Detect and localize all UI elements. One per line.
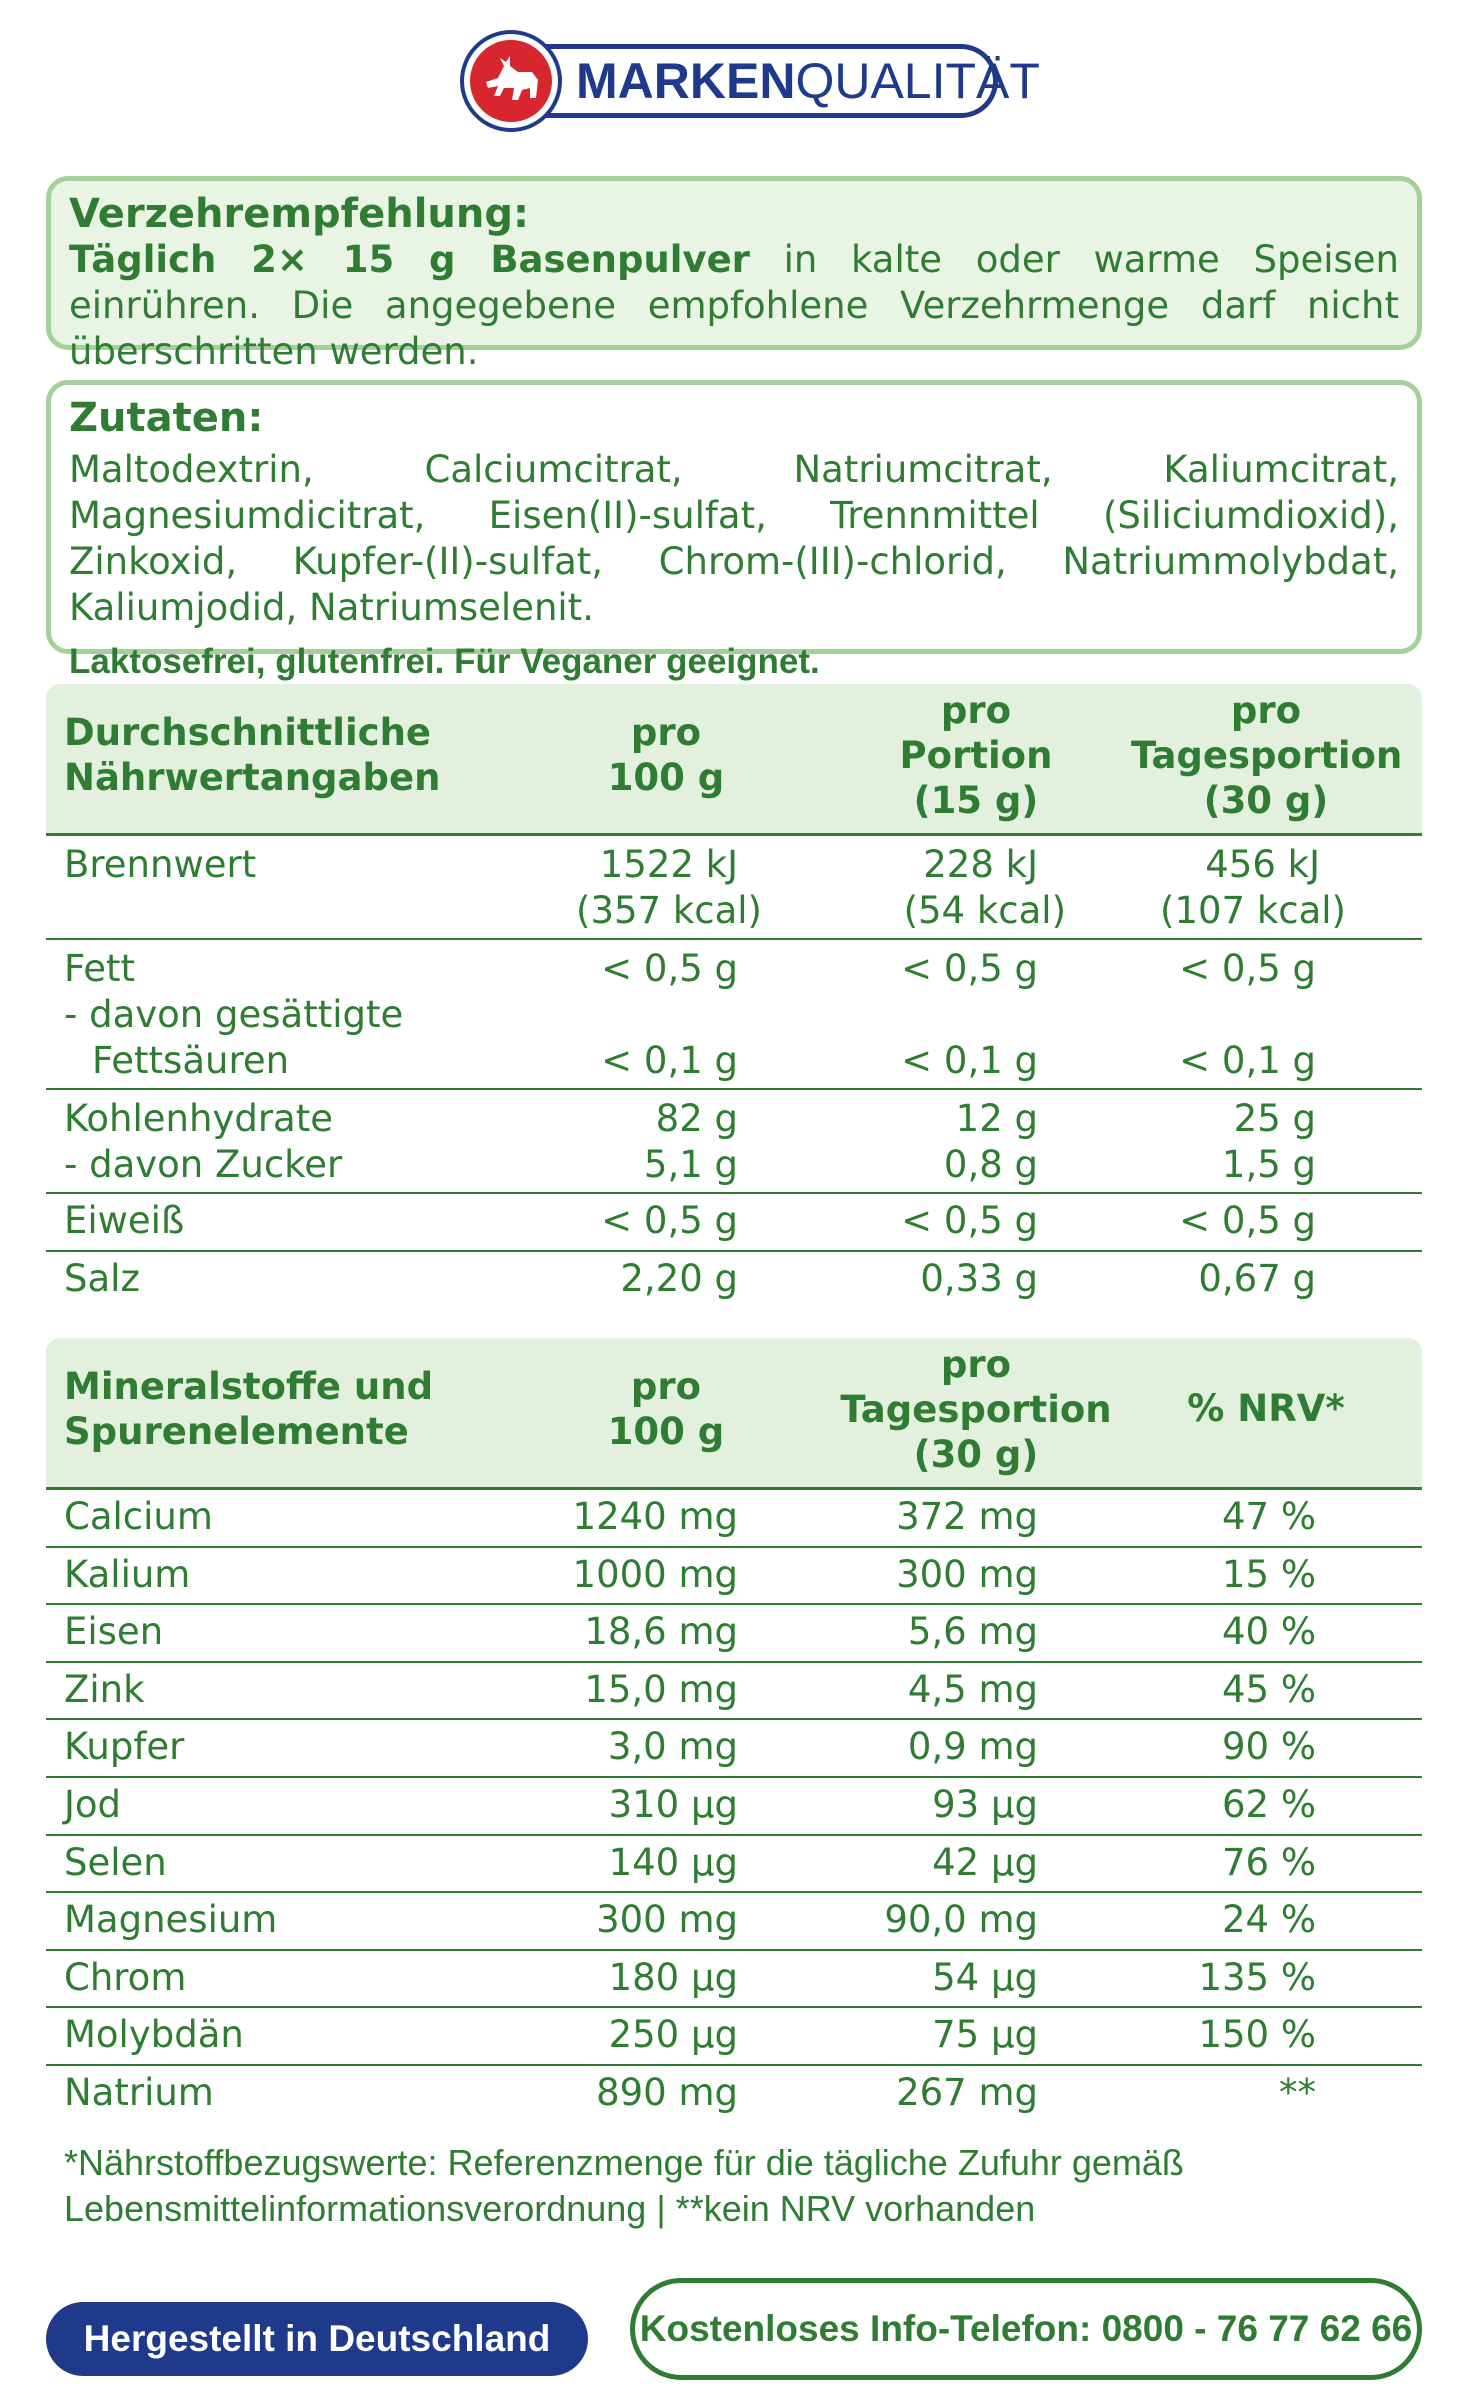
cell-sub-daily: 1,5 g bbox=[1221, 1143, 1316, 1186]
cell-per100: 3,0 mg bbox=[607, 1725, 738, 1769]
footnote-line1: *Nährstoffbezugswerte: Referenzmenge für die tägliche Zufuhr gemäß bbox=[64, 2142, 1184, 2183]
cell-per100: 890 mg bbox=[596, 2070, 738, 2114]
cell-nrv: 24 % bbox=[1222, 1898, 1316, 1942]
cell-sub-portion: 0,8 g bbox=[943, 1143, 1038, 1186]
cell-per100: 300 mg bbox=[596, 1898, 738, 1942]
logo-text bbox=[576, 52, 1040, 110]
row-name: Fett bbox=[64, 947, 136, 990]
cell-per100: < 0,5 g bbox=[601, 947, 738, 990]
cell-daily: 25 g bbox=[1233, 1097, 1316, 1140]
cell-per100: 82 g bbox=[655, 1097, 738, 1140]
cell-sub-portion: < 0,1 g bbox=[901, 1039, 1038, 1082]
table-row bbox=[46, 1836, 1422, 1894]
ingredients-title: Zutaten: bbox=[69, 395, 264, 441]
table-row bbox=[46, 1663, 1422, 1721]
ingredients-note: Laktosefrei, glutenfrei. Für Veganer geeignet. bbox=[69, 642, 820, 681]
table-row bbox=[46, 1490, 1422, 1548]
cell-nrv: 62 % bbox=[1222, 1782, 1316, 1826]
table-row bbox=[46, 2066, 1422, 2124]
cell-sub-per100: 5,1 g bbox=[643, 1143, 738, 1186]
cell-daily: 42 µg bbox=[932, 1840, 1038, 1884]
cell-per100-kcal: (357 kcal) bbox=[576, 889, 762, 932]
minerals-header-per100: pro 100 g bbox=[607, 1365, 725, 1453]
cell-daily: 75 µg bbox=[932, 2013, 1038, 2057]
made-in-germany-badge: Hergestellt in Deutschland bbox=[46, 2302, 588, 2376]
mineral-name: Natrium bbox=[64, 2070, 214, 2114]
cell-portion-kcal: (54 kcal) bbox=[903, 889, 1066, 932]
cell-per100: < 0,5 g bbox=[601, 1199, 738, 1242]
cell-daily: 5,6 mg bbox=[907, 1610, 1038, 1654]
recommendation-bold: Täglich 2× 15 g Basenpulver bbox=[69, 238, 750, 281]
cell-nrv: 76 % bbox=[1222, 1840, 1316, 1884]
mineral-name: Kalium bbox=[64, 1552, 191, 1596]
footnote bbox=[64, 2140, 1184, 2232]
cell-per100: 15,0 mg bbox=[584, 1667, 738, 1711]
info-phone-badge: Kostenloses Info-Telefon: 0800 - 76 77 62 66 bbox=[630, 2278, 1422, 2380]
minerals-table-header bbox=[46, 1338, 1422, 1490]
table-row bbox=[46, 1605, 1422, 1663]
nutrition-table-header bbox=[46, 684, 1422, 836]
cell-nrv: 90 % bbox=[1222, 1725, 1316, 1769]
nutrition-header-dailyportion: pro Tagesportion (30 g) bbox=[1131, 689, 1403, 822]
cell-nrv: 150 % bbox=[1198, 2013, 1316, 2057]
cell-nrv: 45 % bbox=[1222, 1667, 1316, 1711]
table-row bbox=[46, 1548, 1422, 1606]
recommendation-rest: in kalte oder warme Speisen einrühren. Die angegebene empfohlene Verzehrmenge darf nicht überschritten werden. bbox=[69, 238, 1399, 373]
cell-daily: 267 mg bbox=[896, 2070, 1038, 2114]
recommendation-box bbox=[46, 176, 1422, 373]
cell-daily-kcal: (107 kcal) bbox=[1160, 889, 1346, 932]
row-name: Eiweiß bbox=[64, 1199, 185, 1242]
cell-nrv: 135 % bbox=[1198, 1955, 1316, 1999]
nutrition-table bbox=[46, 684, 1422, 1310]
table-row bbox=[46, 1252, 1422, 1310]
cell-nrv: 47 % bbox=[1222, 1495, 1316, 1538]
row-name: Salz bbox=[64, 1257, 140, 1300]
cell-per100: 250 µg bbox=[608, 2013, 738, 2057]
cell-sub-per100: < 0,1 g bbox=[601, 1039, 738, 1082]
mineral-name: Chrom bbox=[64, 1955, 187, 1999]
row-subname: - davon Zucker bbox=[64, 1143, 343, 1186]
mineral-name: Calcium bbox=[64, 1495, 213, 1538]
cell-nrv: 15 % bbox=[1222, 1552, 1316, 1596]
table-row bbox=[46, 1720, 1422, 1778]
row-subname-cont: Fettsäuren bbox=[92, 1039, 290, 1082]
minerals-header-label: Mineralstoffe und Spurenelemente bbox=[64, 1365, 434, 1453]
reindeer-emblem-icon bbox=[464, 34, 558, 128]
row-name: Kohlenhydrate bbox=[64, 1097, 333, 1140]
table-row bbox=[46, 1194, 1422, 1252]
table-row bbox=[46, 1951, 1422, 2009]
minerals-header-dailyportion: pro Tagesportion (30 g) bbox=[840, 1343, 1112, 1476]
mineral-name: Zink bbox=[64, 1667, 145, 1711]
cell-daily: 300 mg bbox=[896, 1552, 1038, 1596]
logo-text-thin: QUALITÄT bbox=[795, 53, 1040, 109]
table-row bbox=[46, 2008, 1422, 2066]
cell-daily: 0,9 mg bbox=[907, 1725, 1038, 1769]
minerals-header-nrv: % NRV* bbox=[1187, 1387, 1345, 1430]
table-row bbox=[46, 940, 1422, 1090]
cell-daily: 90,0 mg bbox=[884, 1898, 1038, 1942]
mineral-name: Selen bbox=[64, 1840, 167, 1884]
row-name: Brennwert bbox=[64, 843, 257, 886]
table-row bbox=[46, 836, 1422, 940]
cell-per100: 1522 kJ bbox=[599, 843, 738, 886]
cell-portion: 228 kJ bbox=[923, 843, 1038, 886]
cell-per100: 180 µg bbox=[608, 1955, 738, 1999]
recommendation-text bbox=[69, 237, 1399, 375]
cell-daily: 372 mg bbox=[896, 1495, 1038, 1538]
ingredients-box bbox=[46, 380, 1422, 681]
footnote-line2: Lebensmittelinformationsverordnung | **kein NRV vorhanden bbox=[64, 2188, 1036, 2229]
nutrition-header-label: Durchschnittliche Nährwertangaben bbox=[64, 711, 441, 799]
cell-daily: 54 µg bbox=[932, 1955, 1038, 1999]
mineral-name: Magnesium bbox=[64, 1898, 278, 1942]
mineral-name: Jod bbox=[64, 1782, 122, 1826]
minerals-table bbox=[46, 1338, 1422, 2124]
cell-daily: 0,67 g bbox=[1198, 1257, 1316, 1300]
table-row bbox=[46, 1778, 1422, 1836]
nutrition-header-per100: pro 100 g bbox=[607, 711, 725, 799]
recommendation-title: Verzehrempfehlung: bbox=[69, 191, 529, 237]
table-row bbox=[46, 1893, 1422, 1951]
mineral-name: Kupfer bbox=[64, 1725, 185, 1769]
cell-daily: 456 kJ bbox=[1205, 843, 1320, 886]
mineral-name: Eisen bbox=[64, 1610, 164, 1654]
cell-nrv: 40 % bbox=[1222, 1610, 1316, 1654]
cell-per100: 18,6 mg bbox=[584, 1610, 738, 1654]
cell-daily: < 0,5 g bbox=[1179, 947, 1316, 990]
ingredients-text: Maltodextrin, Calciumcitrat, Natriumcitrat, Kaliumcitrat, Magnesiumdicitrat, Eisen(II)-sulfat, Trennmittel (Siliciumdioxid), Zinkoxid, Kupfer-(II)-sulfat, Chrom-(III)-chlorid, Natriummolybdat, Kaliumjodid, Natriumselenit. bbox=[69, 448, 1399, 629]
cell-per100: 310 µg bbox=[608, 1782, 738, 1826]
cell-daily: 93 µg bbox=[932, 1782, 1038, 1826]
table-row bbox=[46, 1090, 1422, 1194]
row-subname: - davon gesättigte bbox=[64, 993, 404, 1036]
nutrition-header-portion: pro Portion (15 g) bbox=[899, 689, 1053, 822]
cell-per100: 1240 mg bbox=[572, 1495, 738, 1538]
cell-portion: 0,33 g bbox=[920, 1257, 1038, 1300]
mineral-name: Molybdän bbox=[64, 2013, 244, 2057]
cell-sub-daily: < 0,1 g bbox=[1179, 1039, 1316, 1082]
logo-text-bold: MARKEN bbox=[576, 53, 796, 109]
cell-per100: 140 µg bbox=[608, 1840, 738, 1884]
cell-per100: 1000 mg bbox=[572, 1552, 738, 1596]
minerals-rows bbox=[46, 1490, 1422, 2124]
cell-daily: 4,5 mg bbox=[907, 1667, 1038, 1711]
cell-portion: < 0,5 g bbox=[901, 947, 1038, 990]
cell-portion: 12 g bbox=[955, 1097, 1038, 1140]
cell-daily: < 0,5 g bbox=[1179, 1199, 1316, 1242]
cell-portion: < 0,5 g bbox=[901, 1199, 1038, 1242]
brand-logo bbox=[464, 34, 1040, 128]
cell-per100: 2,20 g bbox=[620, 1257, 738, 1300]
cell-nrv: ** bbox=[1279, 2070, 1316, 2114]
